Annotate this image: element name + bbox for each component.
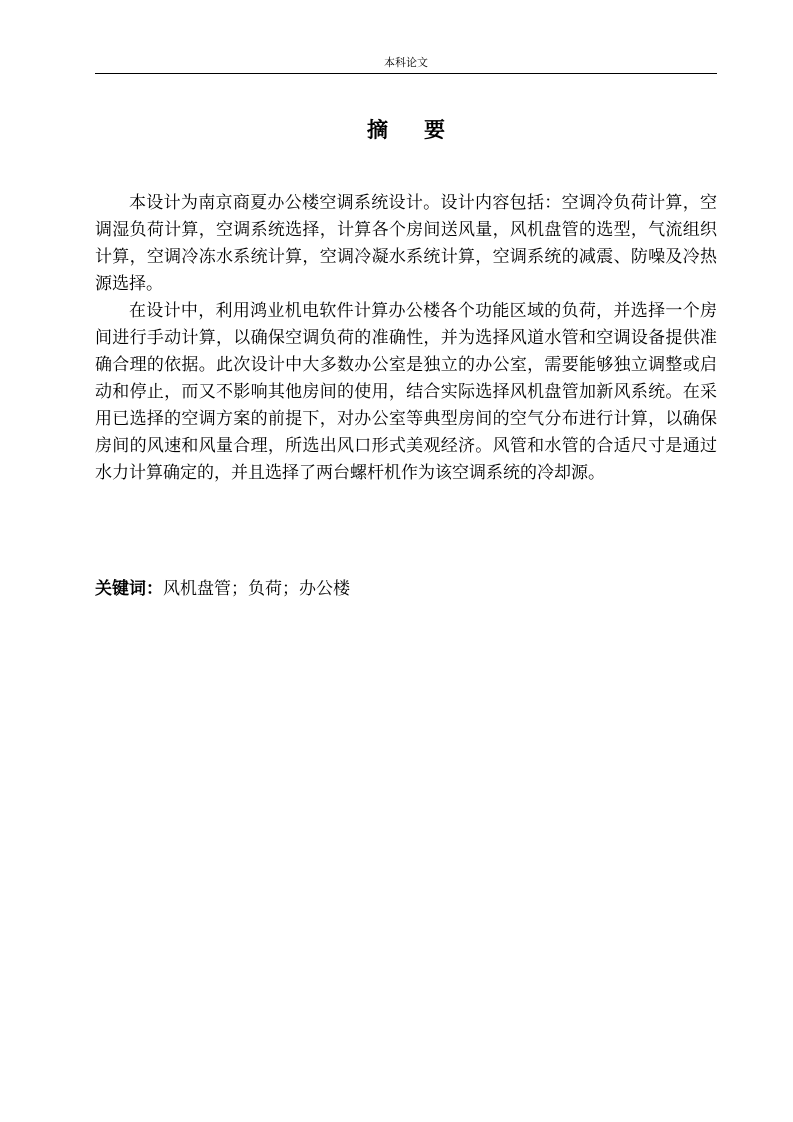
abstract-paragraph-2: 在设计中，利用鸿业机电软件计算办公楼各个功能区域的负荷，并选择一个房间进行手动计算，以确保空调负荷的准确性，并为选择风道水管和空调设备提供准确合理的依据。此次设计中大多数办公室是独立的办公室，需要能够独立调整或启动和停止，而又不影响其他房间的使用，结合实际选择风机盘管加新风系统。在采用已选择的空调方案的前提下，对办公室等典型房间的空气分布进行计算，以确保房间的风速和风量合理，所选出风口形式美观经济。风管和水管的合适尺寸是通过水力计算确定的，并且选择了两台螺杆机作为该空调系统的冷却源。 [95, 301, 717, 483]
keywords-line [95, 576, 717, 603]
abstract-title: 摘要 [367, 118, 481, 142]
keywords-label: 关键词： [95, 579, 163, 599]
keywords-value: 风机盘管；负荷；办公楼 [163, 579, 350, 599]
abstract-paragraph-1: 本设计为南京商夏办公楼空调系统设计。设计内容包括：空调冷负荷计算，空调湿负荷计算，空调系统选择，计算各个房间送风量，风机盘管的选型，气流组织计算，空调冷冻水系统计算，空调冷凝水系统计算，空调系统的减震、防噪及冷热源选择。 [95, 193, 717, 294]
running-header: 本科论文 [384, 56, 428, 69]
abstract-body [95, 190, 717, 487]
header-rule [95, 73, 717, 74]
